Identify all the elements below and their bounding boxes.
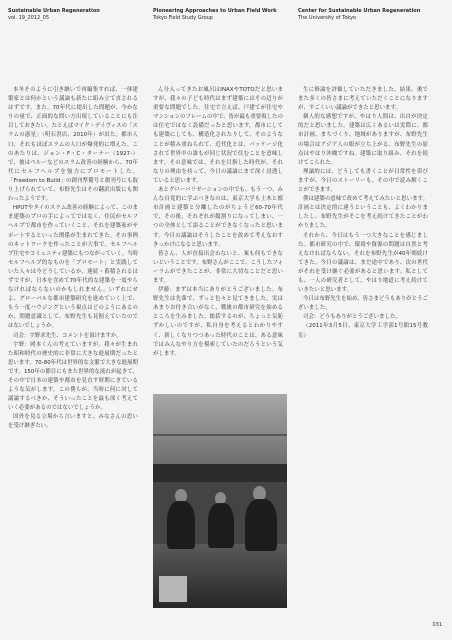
panelist-figure [208,503,234,548]
paragraph: 僕は建築の意味で改めて考えてみたいと思います。計画とは決定的に違うということも、よくわかりましたし、布野先生がそこを考え続けてきたことがわかりました。 [298,196,428,230]
photo-wall [153,394,287,464]
paragraph: 今日は布野先生を始め、皆さまどうもありがとうございました。 [298,296,428,312]
page-number: 031 [432,622,442,628]
text-column-2 [153,86,283,386]
text-column-1 [8,86,138,626]
symposium-photo [153,394,287,608]
paragraph: 司会：どうもありがとうございました。 [303,314,401,321]
panelist-figure [245,499,277,551]
paragraph: 理論的には、どうしても書くことが日常性を帯びますが、今日のストーリーも、その中で読み解くことができます。 [298,168,428,194]
paragraph: 宇野：岡本くんの考えていますが、我々が生まれた昭和時代の歴史的に非常に大きな進展期だったと思います。70-80年代は世界的な文脈で大きな進展期です。150年の節目にもまた世界的な流れが起きて、その中で日本の建築や都市を見直す時期にきているような気がします。この僕らが、当時に何に対して議論するべきか、そういったことを最も深く考えていく必要があるのではないでしょうか。 [8,341,138,412]
header-middle-subtitle: Tokyo Field Study Group [153,15,213,21]
paragraph: 国外を見る立場から言いますと、みなさんの思いを受け継ぎたい。 [8,414,138,430]
header-left-subtitle: vol. 19_2012_05 [8,15,50,21]
paragraph: HPUTやタイのスラム改善の経験によって、このまま建築のプロの手によってではなく、住民がセルフヘルプで都市を作っていくこと、それを建築家がサポートするといった関係が生まれてきた。その事例のネットワークを作ったことが大事で、セルフヘルプ住宅やコミュニティ建築にもつながっていく。当時セルフヘルプ的なものを「プロモート」と実践していた人々は今どうしているか、連続・蓄積されるはずですが、日本を含めて70年代的な建築を一度やらなければならないのかもしれません。いずれにせよ、グローバルな都市建築研究を進めていく上で、もう一度ハウジングという視点はどのようにあるのか、問題意識として、布野先生も見据えていたのではないでしょうか。 [8,205,138,330]
nameplate [159,576,187,602]
paragraph: 伊藤：まずは本当にありがとうございました。布野先生は先輩で、ずっと色々と見てきました。実はあまりお付き合いがなく、戦後の都市研究を始めるところを生みました。総括するのが、ちょっと気恥ずかしいのですが、私自身を考えるとわかりやすく、新しくなりつつあった時代のことは、ある意味ではみんなやり方を模索していたのだろうという気がします。 [153,287,283,357]
header-left [8,8,100,22]
paragraph: （2011年3月5日、東京大学工学部1号館15号教室） [298,323,428,339]
paragraph: 皆さん、人が直接出会わないと、案も何もできないということです。布野さんがここで、こうしたフォーラムができたことが、非常に大切なことだと思います。 [153,250,283,284]
header-right [298,8,420,22]
header-middle-title: Pioneering Approaches to Urban Field Work [153,8,277,14]
photo-shelf [153,434,287,436]
header-right-subtitle: The University of Tokyo [298,15,357,21]
text-column-3 [298,86,428,626]
paragraph: それから、今日はもう一つ大きなことを感じました。都市研究の中で、環境や資源の問題は自然と考えなければならない。それを布野先生が40年間続けてきた。今日の議論は、まだ途中であり、次の世代がそれを受け継ぐ必要があると思います。私としても、一人の研究者として、やはり地道に考え続けていきたいと思います。 [298,232,428,294]
paragraph: 本冬そのように引き継いで再編集すれば、一体建築家とは何かという議論も新たに組み立て直されるはずです。また、70年代に提出した問題が、今かなりの量で、正面的な問い方出現していることにも注目しておきたい。たとえばマイク・デイヴィスの「スラムの惑星」（明石書店、2010年）が出た。都市人口、それもほぼスラムの人口が爆発的に増えた。このあたりは、ジョン・F・C・ターナー（1927-）で、彼はペルーなどのスラム改善の経験から、70年代にセルフヘルプを強力にプロモートした。「Freedom to Build」の創刊準備号と創刊号にも取り上げられていて、布野先生はその翻訳出版にも関わったようです。 [8,87,138,203]
header-right-title: Center for Sustainable Urban Regeneration [298,8,421,14]
speaker-figure [167,501,195,549]
paragraph: あとグローバリゼーションの中でも、もう一つ、みんな自覚的に学ぶべきなのは、東京大学も土木と都市計画と建築と分離したのがちょうど60-70年代で、その後、それぞれが縦割りになってしまい、一つの全体として語ることができなくなったと思います。今日の議論はそうしたことを改めて考えなおすきっかけになると思います。 [153,187,283,248]
header-middle [153,8,277,22]
paragraph: ん分入ってきたお風呂はINAXやTOTOだと思いますが、我々の子ども時代はまず建築にはその辺りが重要な問題でした。住宅で言えば、戸建てが住宅やマンションのフレームの中で、皆が最も重要視したのは住宅ではなく設備だったと思います。都市にしても建築にしても、構造化されたりして、そのようなことが積み重ねられて、近代化とは、パッケージ化されて世界中の誰もが同じ状況で住むことを意味します。その意味では、それを目指した時代が、それなりの理由を持って、今日の議論にまで深く浸透していると思います。 [153,87,284,184]
header-left-title: Sustainable Urban Regeneration [8,8,100,14]
paragraph: 生に修論を評価していただきました。結果、後でまた多くの皆さまに考えていただくことになりますが、すごくいい議論ができたと思います。 [298,87,428,112]
photo-banner [153,464,287,482]
paragraph: 司会：宇野求先生、コメントを頂けますか。 [13,332,122,339]
paragraph: 個人的な感想ですが、やはり人間は、出自が決定的だと思いました。建築は広くあるいは実際に、都市計画、まちづくり、地域がありますが、布野先生の場合はアジア人の眼が立ち上がる。布野先生の原点はやはり沖縄ですね。建築に取り組み、それを続けてこられた。 [298,114,428,166]
